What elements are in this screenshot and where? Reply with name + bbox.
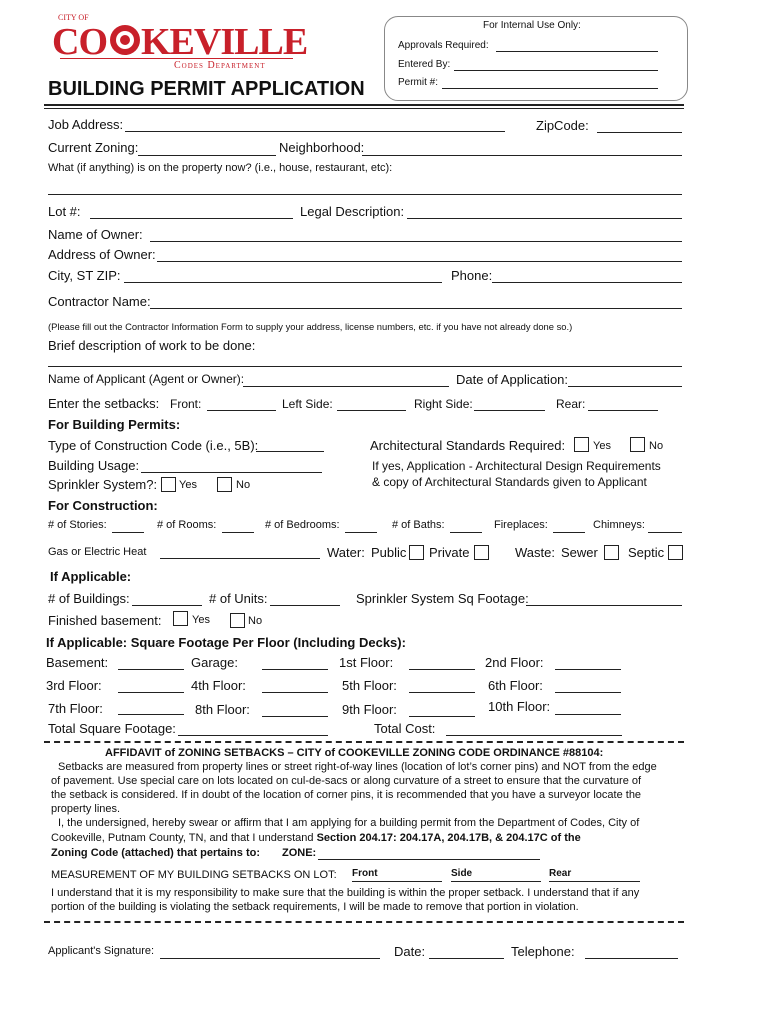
logo-name-right: KEVILLE bbox=[141, 21, 308, 63]
floor9-field[interactable] bbox=[409, 716, 475, 717]
units-label: # of Units: bbox=[209, 591, 268, 606]
garage-field[interactable] bbox=[262, 669, 328, 670]
floor4-label: 4th Floor: bbox=[191, 678, 246, 693]
construction-code-field[interactable] bbox=[256, 451, 324, 452]
floor8-label: 8th Floor: bbox=[195, 702, 250, 717]
zoning-field[interactable] bbox=[138, 155, 276, 156]
internal-heading: For Internal Use Only: bbox=[483, 20, 581, 31]
currently-on-label: What (if anything) is on the property now? (i.e., house, restaurant, etc): bbox=[48, 162, 393, 174]
arch-no-label: No bbox=[649, 440, 664, 452]
finished-basement-yes-label: Yes bbox=[192, 614, 210, 626]
sig-date-label: Date: bbox=[394, 944, 426, 959]
zone-field[interactable] bbox=[318, 859, 540, 860]
finished-basement-yes-checkbox[interactable] bbox=[173, 611, 188, 626]
logo-name-left: CO bbox=[52, 21, 107, 63]
sprinkler-no-checkbox[interactable] bbox=[217, 477, 232, 492]
brief-desc-label: Brief description of work to be done: bbox=[48, 338, 256, 353]
applicant-field[interactable] bbox=[243, 386, 449, 387]
construction-code-label: Type of Construction Code (i.e., 5B): bbox=[48, 438, 259, 453]
building-usage-label: Building Usage: bbox=[48, 458, 140, 473]
water-public-checkbox[interactable] bbox=[409, 545, 424, 560]
logo-rule bbox=[60, 58, 293, 59]
setback-left-label: Left Side: bbox=[282, 397, 333, 411]
floor7-label: 7th Floor: bbox=[48, 701, 103, 716]
page-title: BUILDING PERMIT APPLICATION bbox=[48, 78, 365, 100]
arch-no-checkbox[interactable] bbox=[630, 437, 645, 452]
floor2-field[interactable] bbox=[555, 669, 621, 670]
applicable-heading: If Applicable: bbox=[50, 569, 132, 584]
setback-right-field[interactable] bbox=[474, 410, 545, 411]
garage-label: Garage: bbox=[191, 655, 238, 670]
measurement-side-label: Side bbox=[451, 868, 473, 879]
owner-address-label: Address of Owner: bbox=[48, 247, 156, 262]
arch-standards-label: Architectural Standards Required: bbox=[370, 438, 566, 453]
heat-label: Gas or Electric Heat bbox=[48, 546, 147, 558]
measurement-label: MEASUREMENT OF MY BUILDING SETBACKS ON LOT: bbox=[51, 869, 337, 881]
fireplaces-label: Fireplaces: bbox=[494, 519, 548, 531]
sig-date-field[interactable] bbox=[429, 958, 504, 959]
affidavit-p3-line: portion of the building is violating the setback requirements, I will be made to remove that portion in violation. bbox=[51, 901, 579, 913]
buildings-field[interactable] bbox=[132, 605, 202, 606]
floor6-field[interactable] bbox=[555, 692, 621, 693]
arch-note-2: & copy of Architectural Standards given to Applicant bbox=[372, 475, 647, 489]
affidavit-p1-line: the setback is considered. If in doubt of the location of corner pins, it is recommended that you have a surveyor locate the bbox=[51, 789, 642, 801]
zip-label: ZipCode: bbox=[536, 118, 589, 133]
lot-label: Lot #: bbox=[48, 204, 81, 219]
sprinkler-sqft-field[interactable] bbox=[526, 605, 682, 606]
setback-left-field[interactable] bbox=[337, 410, 406, 411]
water-private-checkbox[interactable] bbox=[474, 545, 489, 560]
sprinkler-no-label: No bbox=[236, 479, 251, 491]
bedrooms-label: # of Bedrooms: bbox=[265, 519, 340, 531]
floor10-field[interactable] bbox=[555, 714, 621, 715]
affidavit-pertains-to: Zoning Code (attached) that pertains to: bbox=[51, 847, 260, 859]
finished-basement-no-checkbox[interactable] bbox=[230, 613, 245, 628]
floor10-label: 10th Floor: bbox=[488, 699, 551, 714]
baths-label: # of Baths: bbox=[392, 519, 445, 531]
sqft-heading: If Applicable: Square Footage Per Floor (Including Decks): bbox=[46, 635, 406, 650]
floor7-field[interactable] bbox=[118, 714, 184, 715]
affidavit-p1-line: Setbacks are measured from property lines or street right-of-way lines (location of lot’s corner pins) and NOT from the edge bbox=[58, 761, 657, 773]
total-sqft-label: Total Square Footage: bbox=[48, 721, 176, 736]
setbacks-label: Enter the setbacks: bbox=[48, 396, 160, 411]
brief-desc-field[interactable] bbox=[48, 366, 682, 367]
basement-field[interactable] bbox=[118, 669, 184, 670]
water-public-label: Public bbox=[371, 545, 407, 560]
approvals-field[interactable] bbox=[496, 51, 658, 52]
zip-field[interactable] bbox=[597, 132, 682, 133]
contractor-field[interactable] bbox=[150, 308, 682, 309]
phone-field[interactable] bbox=[492, 282, 682, 283]
floor3-field[interactable] bbox=[118, 692, 184, 693]
measurement-side-field[interactable] bbox=[451, 881, 541, 882]
header-rule-thin bbox=[44, 108, 684, 109]
affidavit-p3-line: I understand that it is my responsibility to make sure that the building is within the proper setback. I understand that if any bbox=[51, 887, 640, 899]
water-label: Water: bbox=[327, 545, 365, 560]
affidavit-section-ref: Section 204.17: 204.17A, 204.17B, & 204.17C of the bbox=[316, 832, 581, 844]
sprinkler-yes-label: Yes bbox=[179, 479, 197, 491]
header-rule bbox=[44, 104, 684, 106]
entered-by-label: Entered By: bbox=[398, 59, 451, 70]
legal-desc-label: Legal Description: bbox=[300, 204, 405, 219]
sprinkler-label: Sprinkler System?: bbox=[48, 477, 158, 492]
owner-name-label: Name of Owner: bbox=[48, 227, 143, 242]
affidavit-heading: AFFIDAVIT of ZONING SETBACKS – CITY of COOKEVILLE ZONING CODE ORDINANCE #88104: bbox=[105, 747, 604, 759]
construction-heading: For Construction: bbox=[48, 498, 158, 513]
phone-label: Phone: bbox=[451, 268, 493, 283]
setback-right-label: Right Side: bbox=[414, 397, 473, 411]
rooms-field[interactable] bbox=[222, 532, 254, 533]
currently-on-field[interactable] bbox=[48, 194, 682, 195]
waste-label: Waste: bbox=[515, 545, 555, 560]
arch-yes-checkbox[interactable] bbox=[574, 437, 589, 452]
arch-yes-label: Yes bbox=[593, 440, 611, 452]
affidavit-p2-line: I, the undersigned, hereby swear or affirm that I am applying for a building permit from the Department of Codes, City of bbox=[58, 817, 640, 829]
sig-telephone-field[interactable] bbox=[585, 958, 678, 959]
lot-field[interactable] bbox=[90, 218, 293, 219]
zoning-label: Current Zoning: bbox=[48, 140, 139, 155]
contractor-label: Contractor Name: bbox=[48, 294, 151, 309]
buildings-label: # of Buildings: bbox=[48, 591, 130, 606]
setback-front-label: Front: bbox=[170, 397, 202, 411]
chimneys-label: Chimneys: bbox=[593, 519, 645, 531]
date-app-label: Date of Application: bbox=[456, 372, 569, 387]
owner-address-field[interactable] bbox=[157, 261, 682, 262]
neighborhood-field[interactable] bbox=[362, 155, 682, 156]
floor5-label: 5th Floor: bbox=[342, 678, 397, 693]
arch-note-1: If yes, Application - Architectural Design Requirements bbox=[372, 459, 661, 473]
total-cost-field[interactable] bbox=[446, 735, 622, 736]
units-field[interactable] bbox=[270, 605, 340, 606]
measurement-front-field[interactable] bbox=[352, 881, 442, 882]
floor2-label: 2nd Floor: bbox=[485, 655, 544, 670]
permit-no-field[interactable] bbox=[442, 88, 658, 89]
floor8-field[interactable] bbox=[262, 716, 328, 717]
building-permits-heading: For Building Permits: bbox=[48, 417, 181, 432]
sprinkler-yes-checkbox[interactable] bbox=[161, 477, 176, 492]
floor6-label: 6th Floor: bbox=[488, 678, 543, 693]
sprinkler-sqft-label: Sprinkler System Sq Footage: bbox=[356, 591, 529, 606]
heat-field[interactable] bbox=[160, 558, 320, 559]
setback-front-field[interactable] bbox=[207, 410, 276, 411]
water-private-label: Private bbox=[429, 545, 470, 560]
bedrooms-field[interactable] bbox=[345, 532, 377, 533]
baths-field[interactable] bbox=[450, 532, 482, 533]
stories-label: # of Stories: bbox=[48, 519, 107, 531]
setback-rear-label: Rear: bbox=[556, 397, 586, 411]
sig-telephone-label: Telephone: bbox=[511, 944, 575, 959]
basement-label: Basement: bbox=[46, 655, 109, 670]
measurement-rear-label: Rear bbox=[549, 868, 572, 879]
floor3-label: 3rd Floor: bbox=[46, 678, 102, 693]
stories-field[interactable] bbox=[112, 532, 144, 533]
affidavit-p2-line: Cookeville, Putnam County, TN, and that I understand bbox=[51, 832, 317, 844]
affidavit-p1-line: of pavement. Use special care on lots located on cul-de-sacs or along curvature of a street to ensure that the curvature of bbox=[51, 775, 642, 787]
waste-sewer-checkbox[interactable] bbox=[604, 545, 619, 560]
entered-by-field[interactable] bbox=[454, 70, 658, 71]
setback-rear-field[interactable] bbox=[588, 410, 658, 411]
waste-septic-checkbox[interactable] bbox=[668, 545, 683, 560]
finished-basement-label: Finished basement: bbox=[48, 613, 162, 628]
finished-basement-no-label: No bbox=[248, 615, 263, 627]
waste-septic-label: Septic bbox=[628, 545, 665, 560]
floor1-label: 1st Floor: bbox=[339, 655, 394, 670]
floor1-field[interactable] bbox=[409, 669, 475, 670]
logo-dept: Codes Department bbox=[174, 60, 266, 71]
permit-no-label: Permit #: bbox=[398, 77, 439, 88]
floor4-field[interactable] bbox=[262, 692, 328, 693]
logo-city-of: CITY OF bbox=[58, 13, 89, 22]
legal-desc-field[interactable] bbox=[407, 218, 682, 219]
rooms-label: # of Rooms: bbox=[157, 519, 217, 531]
measurement-front-label: Front bbox=[352, 868, 378, 879]
zone-label: ZONE: bbox=[282, 847, 317, 859]
building-usage-field[interactable] bbox=[141, 472, 322, 473]
chimneys-field[interactable] bbox=[648, 532, 682, 533]
city-st-zip-field[interactable] bbox=[124, 282, 442, 283]
floor9-label: 9th Floor: bbox=[342, 702, 397, 717]
date-app-field[interactable] bbox=[568, 386, 682, 387]
job-address-label: Job Address: bbox=[48, 117, 124, 132]
signature-label: Applicant's Signature: bbox=[48, 945, 155, 957]
measurement-rear-field[interactable] bbox=[549, 881, 640, 882]
job-address-field[interactable] bbox=[125, 131, 505, 132]
approvals-label: Approvals Required: bbox=[398, 40, 489, 51]
affidavit-top-divider bbox=[44, 741, 684, 743]
signature-field[interactable] bbox=[160, 958, 380, 959]
total-sqft-field[interactable] bbox=[178, 735, 328, 736]
contractor-note: (Please fill out the Contractor Information Form to supply your address, license numbers, etc. if you have not already done so.) bbox=[48, 321, 573, 332]
total-cost-label: Total Cost: bbox=[374, 721, 436, 736]
owner-name-field[interactable] bbox=[150, 241, 682, 242]
waste-sewer-label: Sewer bbox=[561, 545, 598, 560]
neighborhood-label: Neighborhood: bbox=[279, 140, 365, 155]
fireplaces-field[interactable] bbox=[553, 532, 585, 533]
applicant-label: Name of Applicant (Agent or Owner): bbox=[48, 372, 245, 386]
floor5-field[interactable] bbox=[409, 692, 475, 693]
affidavit-bottom-divider bbox=[44, 921, 684, 923]
city-st-zip-label: City, ST ZIP: bbox=[48, 268, 121, 283]
affidavit-p1-line: property lines. bbox=[51, 803, 121, 815]
gear-emblem-icon bbox=[109, 24, 141, 56]
